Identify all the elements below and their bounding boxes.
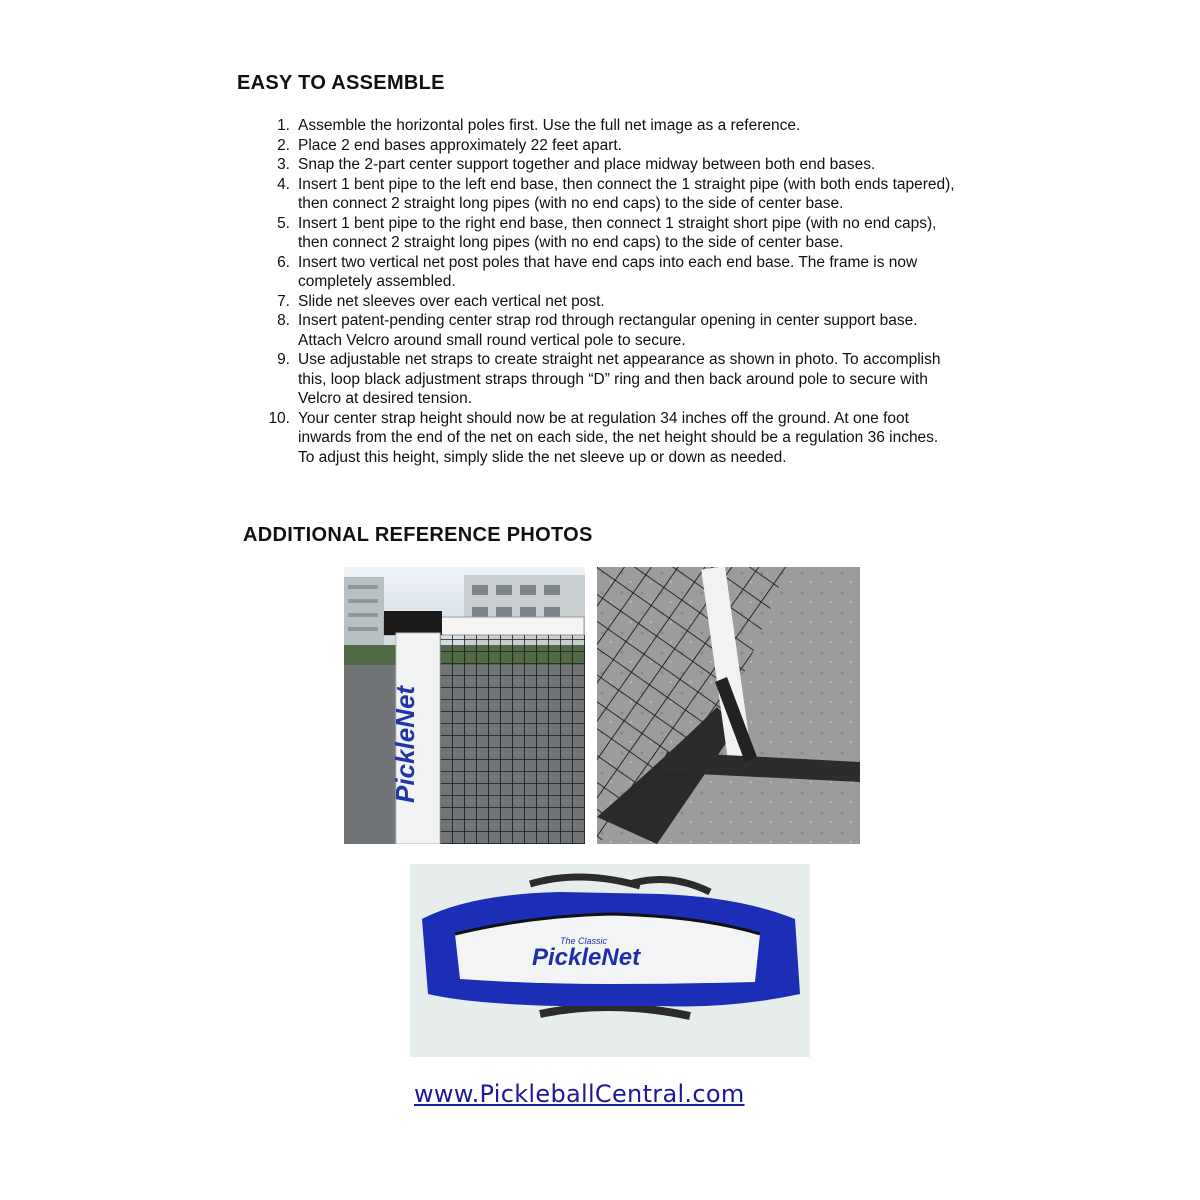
- list-item: [256, 409, 956, 468]
- step-text: Assemble the horizontal poles first. Use the full net image as a reference.: [298, 117, 801, 134]
- center-base-image: [597, 567, 860, 844]
- step-number: 1.: [277, 117, 290, 134]
- step-number: 7.: [277, 292, 290, 310]
- assembly-steps-list: [256, 116, 956, 467]
- step-number: 8.: [277, 312, 290, 329]
- step-text: Insert 1 bent pipe to the left end base, then connect the 1 straight pipe (with both ends tapered), then connect 2 straight long pipes (with no end caps) to the side of center base.: [298, 175, 955, 212]
- center-base-photo: [597, 567, 860, 844]
- step-number: 6.: [277, 253, 290, 271]
- step-number: 4.: [277, 175, 290, 193]
- list-item: [256, 175, 956, 214]
- list-item: [256, 155, 956, 175]
- net-post-image: [344, 567, 585, 844]
- net-post-photo: [344, 567, 585, 844]
- bag-brand-small-text: The Classic: [560, 936, 608, 946]
- pickleball-central-link[interactable]: www.PickleballCentral.com: [414, 1080, 745, 1108]
- list-item: [256, 311, 956, 350]
- step-number: 3.: [277, 156, 290, 173]
- step-number: 2.: [277, 136, 290, 154]
- step-number: 9.: [277, 351, 290, 368]
- step-text: Your center strap height should now be at regulation 34 inches off the ground. At one foot inwards from the end of the net on each side, the net height should be a regulation 36 inches. To adjust this height, simply slide the net sleeve up or down as needed.: [298, 409, 939, 466]
- step-text: Insert patent-pending center strap rod through rectangular opening in center support base. Attach Velcro around small round vertical pole to secure.: [298, 312, 918, 349]
- step-text: Snap the 2-part center support together and place midway between both end bases.: [298, 156, 876, 173]
- list-item: [256, 292, 956, 312]
- list-item: [256, 116, 956, 136]
- bag-brand-text: PickleNet: [532, 944, 641, 971]
- list-item: [256, 253, 956, 292]
- net-sleeve-brand-text: PickleNet: [390, 685, 420, 803]
- step-number: 10.: [268, 409, 290, 427]
- carry-bag-photo: [410, 864, 810, 1057]
- list-item: [256, 136, 956, 156]
- list-item: [256, 214, 956, 253]
- heading-easy-to-assemble: EASY TO ASSEMBLE: [237, 72, 445, 94]
- step-text: Insert two vertical net post poles that have end caps into each end base. The frame is now completely assembled.: [298, 253, 918, 290]
- step-text: Place 2 end bases approximately 22 feet apart.: [298, 136, 622, 154]
- carry-bag-image: [410, 864, 810, 1057]
- step-number: 5.: [277, 214, 290, 232]
- step-text: Slide net sleeves over each vertical net post.: [298, 292, 605, 310]
- step-text: Use adjustable net straps to create straight net appearance as shown in photo. To accomplish this, loop black adjustment straps through “D” ring and then back around pole to secure with Velcro at desired tension.: [298, 351, 941, 407]
- list-item: [256, 350, 956, 409]
- heading-additional-reference-photos: ADDITIONAL REFERENCE PHOTOS: [243, 524, 593, 546]
- step-text: Insert 1 bent pipe to the right end base, then connect 1 straight short pipe (with no end caps), then connect 2 straight long pipes (with no end caps) to the side of center base.: [298, 214, 937, 251]
